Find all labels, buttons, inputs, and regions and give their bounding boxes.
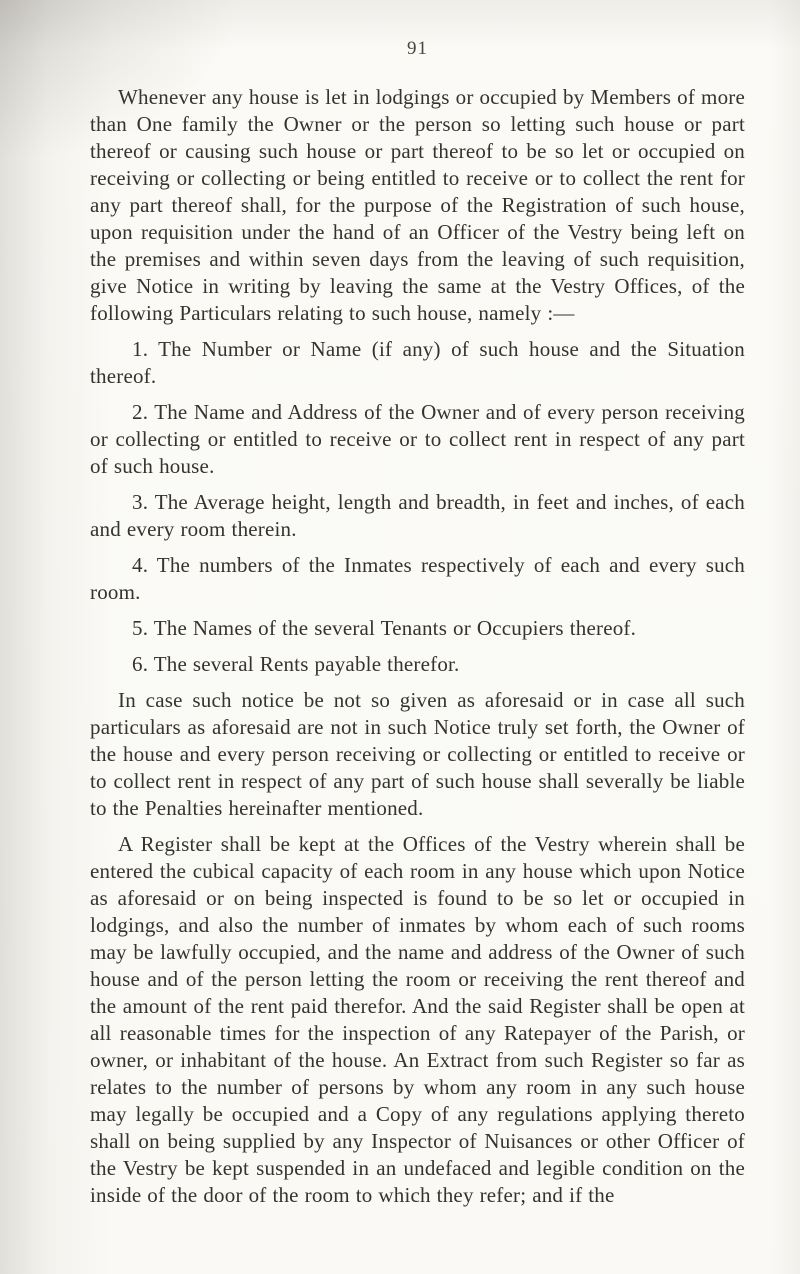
intro-paragraph: Whenever any house is let in lodgings or occupied by Members of more than One family the Owner or the person so letting such house or part thereof or causing such house or part thereof to be so let or occupied on receiving or collecting or being entitled to receive or to collect the rent for any part thereof shall, for the purpose of the Registration of such house, upon requisition under the hand of an Officer of the Vestry being left on the premises and within seven days from the leaving of such requisition, give Notice in writing by leaving the same at the Vestry Offices, of the following Particulars relating to such house, namely :— — [90, 85, 745, 325]
list-item-4: 4. The numbers of the Inmates respectively of each and every such room. — [90, 553, 745, 604]
penalty-paragraph: In case such notice be not so given as aforesaid or in case all such particulars as aforesaid are not in such Notice truly set forth, the Owner of the house and every person receiving or collecting or entitled to receive or to collect rent in respect of any part of such house shall severally be liable to the Penalties hereinafter mentioned. — [90, 688, 745, 820]
register-paragraph: A Register shall be kept at the Offices of the Vestry wherein shall be entered the cubical capacity of each room in any house which upon Notice as aforesaid or on being inspected is found to be so let or occupied in lodgings, and also the number of inmates by whom each of such rooms may be lawfully occupied, and the name and address of the Owner of such house and of the person letting the room or receiving the rent thereof and the amount of the rent paid therefor. And the said Register shall be open at all reasonable times for the inspection of any Ratepayer of the Parish, or owner, or inhabitant of the house. An Extract from such Register so far as relates to the number of persons by whom any room in any such house may legally be occupied and a Copy of any regulations applying thereto shall on being supplied by any Inspector of Nuisances or other Officer of the Vestry be kept suspended in an undefaced and legible condition on the inside of the door of the room to which they refer; and if the — [90, 832, 745, 1207]
page-number: 91 — [407, 38, 428, 59]
list-item-1: 1. The Number or Name (if any) of such house and the Situation thereof. — [90, 337, 745, 388]
list-item-6: 6. The several Rents payable therefor. — [132, 652, 460, 676]
list-item-2: 2. The Name and Address of the Owner and of every person receiving or collecting or entitled to receive or to collect rent in respect of any part of such house. — [90, 400, 745, 478]
list-item-5: 5. The Names of the several Tenants or Occupiers thereof. — [132, 616, 637, 640]
list-item-3: 3. The Average height, length and breadth, in feet and inches, of each and every room therein. — [90, 490, 745, 541]
page-content — [90, 38, 745, 1209]
